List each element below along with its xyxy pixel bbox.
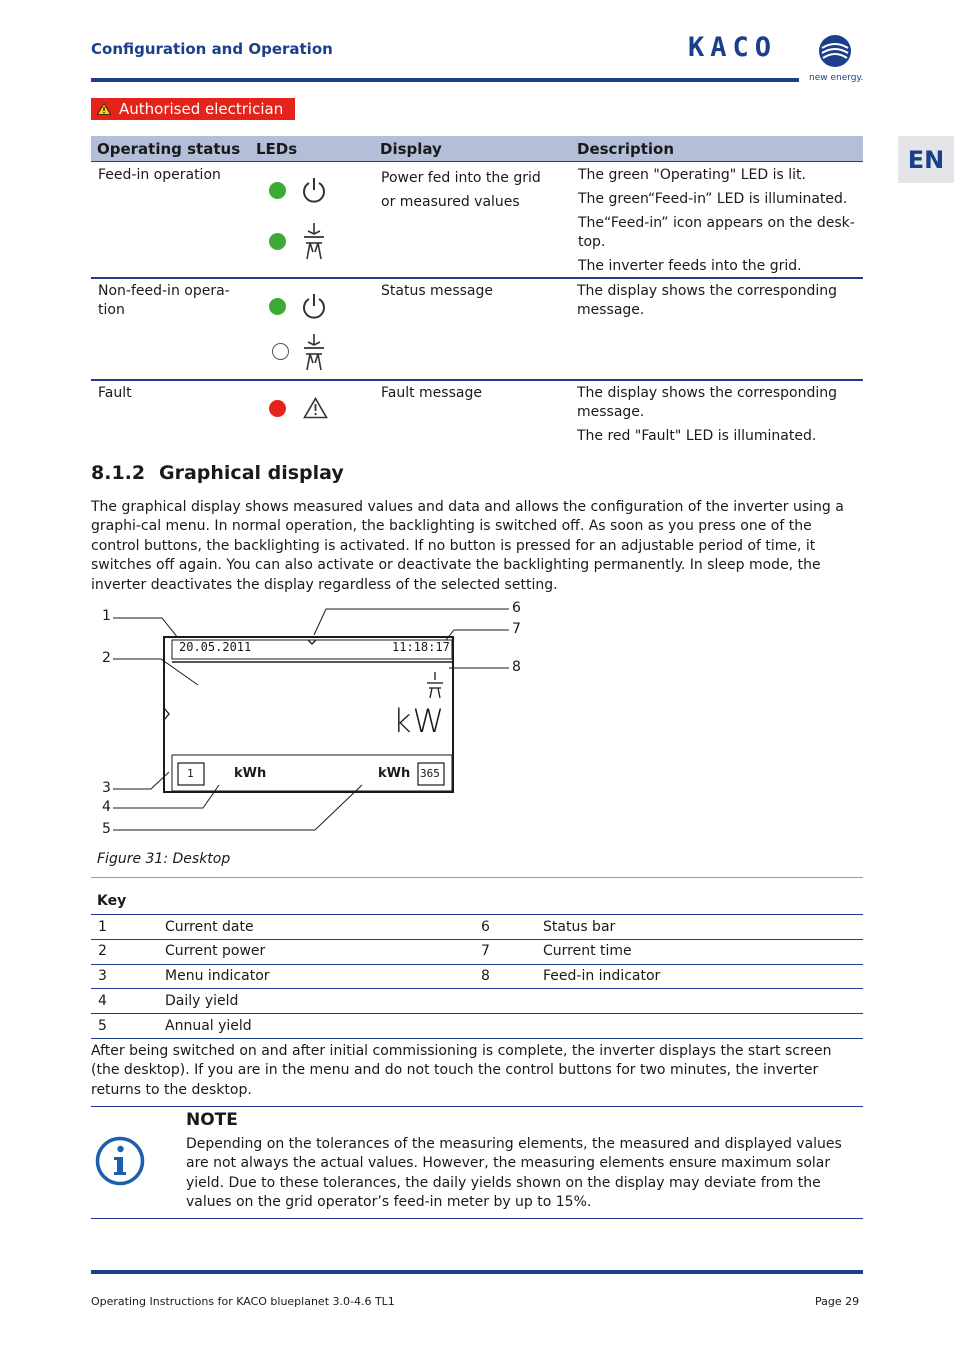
key-num: 3 — [98, 968, 107, 984]
section-body: The graphical display shows measured values and data and allows the configuration of the inverter using a graphi-cal menu. In normal operation, the backlighting is switched off. As soon as you press one of the control buttons, the backlighting is activated. If no button is pressed for an adjustable period of time, it switches off again. You can also activate or deactivate the backlighting permanently. In sleep mode, the inverter deactivates the display regardless of the selected setting. — [91, 499, 844, 593]
key-rule — [91, 1038, 863, 1039]
row-divider — [91, 379, 863, 381]
row1-description — [578, 166, 858, 276]
key-num: 6 — [481, 919, 490, 935]
row2-status-line: tion — [98, 302, 125, 318]
section-title: Graphical display — [159, 462, 344, 484]
key-rule — [91, 964, 863, 965]
display-date: 20.05.2011 — [179, 640, 252, 654]
annual-box-label: 365 — [420, 767, 440, 780]
note-body: Depending on the tolerances of the measuring elements, the measured and displayed values are not always the actual values. However, the measuring elements ensure maximum solar yield. Due to these tolerances, the daily yields shown on the display may deviate from the values on the grid operator’s feed-in meter by up to 15%. — [186, 1136, 842, 1211]
row3-desc-line: The red "Fault" LED is illuminated. — [577, 428, 817, 444]
callout-3: 3 — [102, 780, 111, 796]
footer-page-number: Page 29 — [815, 1295, 860, 1308]
language-tab[interactable]: EN — [898, 136, 954, 183]
row1-desc-line: The“Feed-in” icon appears on the desk- — [578, 215, 855, 231]
row2-desc-line: The display shows the corresponding — [577, 283, 837, 299]
status-table-header — [91, 136, 863, 162]
logo-tagline: new energy. — [809, 73, 864, 83]
key-num: 4 — [98, 993, 107, 1009]
row1-display — [381, 166, 541, 214]
display-time: 11:18:17 — [392, 640, 450, 654]
operating-led-green — [269, 182, 286, 199]
key-label: Status bar — [543, 919, 616, 935]
key-num: 7 — [481, 943, 490, 959]
callout-2: 2 — [102, 650, 111, 666]
key-label: Feed-in indicator — [543, 968, 661, 984]
row3-status: Fault — [98, 385, 132, 401]
col-operating-status: Operating status — [97, 140, 241, 158]
section-header-title: Configuration and Operation — [91, 40, 333, 58]
row1-desc-line: top. — [578, 234, 606, 250]
row-divider — [91, 277, 863, 279]
after-key-paragraph: After being switched on and after initial commissioning is complete, the inverter displays the start screen (the desktop). If you are in the menu and do not touch the control buttons for two minutes, the inverter returns to the desktop. — [91, 1043, 832, 1098]
operating-led-green — [269, 298, 286, 315]
key-label: Menu indicator — [165, 968, 270, 984]
note-top-rule — [91, 1106, 863, 1107]
row2-description — [577, 282, 857, 320]
section-number: 8.1.2 — [91, 462, 146, 484]
key-label: Daily yield — [165, 993, 239, 1009]
fault-led-red — [269, 400, 286, 417]
key-title: Key — [97, 893, 127, 909]
key-num: 1 — [98, 919, 107, 935]
key-num: 5 — [98, 1018, 107, 1034]
row2-display: Status message — [381, 283, 493, 299]
feed-in-led-green — [269, 233, 286, 250]
key-rule — [91, 939, 863, 940]
power-icon — [301, 176, 327, 204]
callout-7: 7 — [512, 621, 521, 637]
key-num: 2 — [98, 943, 107, 959]
row3-desc-line: The display shows the corresponding — [577, 385, 837, 401]
key-label: Current date — [165, 919, 254, 935]
callout-5: 5 — [102, 821, 111, 837]
key-num: 8 — [481, 968, 490, 984]
info-icon — [95, 1136, 145, 1186]
row3-display: Fault message — [381, 385, 482, 401]
row1-desc-line: The green "Operating" LED is lit. — [578, 167, 806, 183]
feed-in-icon — [302, 222, 326, 260]
key-label: Annual yield — [165, 1018, 252, 1034]
figure-caption: Figure 31: Desktop — [97, 851, 231, 867]
callout-4: 4 — [102, 799, 111, 815]
key-top-rule — [91, 877, 863, 878]
callout-1: 1 — [102, 608, 111, 624]
row2-desc-line: message. — [577, 302, 645, 318]
row2-status — [98, 282, 230, 320]
key-rule — [91, 988, 863, 989]
feed-in-icon — [302, 333, 326, 371]
badge-label: Authorised electrician — [119, 100, 284, 118]
annual-unit: kWh — [378, 766, 411, 781]
power-icon — [301, 292, 327, 320]
row2-status-line: Non-feed-in opera- — [98, 283, 230, 299]
key-label: Current power — [165, 943, 266, 959]
col-leds: LEDs — [256, 140, 298, 158]
row3-desc-line: message. — [577, 404, 645, 420]
key-label: Current time — [543, 943, 632, 959]
row1-display-line: Power fed into the grid — [381, 170, 541, 186]
callout-6: 6 — [512, 600, 521, 616]
feed-in-led-off — [272, 343, 289, 360]
note-title: NOTE — [186, 1110, 238, 1130]
col-display: Display — [380, 140, 442, 158]
row3-description — [577, 384, 857, 446]
daily-unit: kWh — [234, 766, 267, 781]
row1-status: Feed-in operation — [98, 167, 221, 183]
note-bottom-rule — [91, 1218, 863, 1219]
authorised-electrician-badge — [91, 98, 295, 120]
header-rule — [91, 78, 799, 82]
row1-desc-line: The green“Feed-in” LED is illuminated. — [578, 191, 848, 207]
callout-8: 8 — [512, 659, 521, 675]
warning-icon — [97, 103, 111, 115]
desktop-display-figure — [91, 600, 531, 845]
kaco-logo-text: KACO — [688, 32, 778, 63]
col-description: Description — [577, 140, 675, 158]
warning-icon — [303, 397, 328, 419]
footer-rule — [91, 1270, 863, 1274]
daily-box-label: 1 — [187, 767, 194, 780]
footer-doc-title: Operating Instructions for KACO blueplanet 3.0-4.6 TL1 — [91, 1295, 395, 1308]
kaco-logo-icon — [818, 34, 852, 68]
display-power-unit: kW — [393, 702, 446, 740]
row1-desc-line: The inverter feeds into the grid. — [578, 258, 802, 274]
key-rule — [91, 1013, 863, 1014]
row1-display-line: or measured values — [381, 194, 520, 210]
key-rule — [91, 914, 863, 915]
